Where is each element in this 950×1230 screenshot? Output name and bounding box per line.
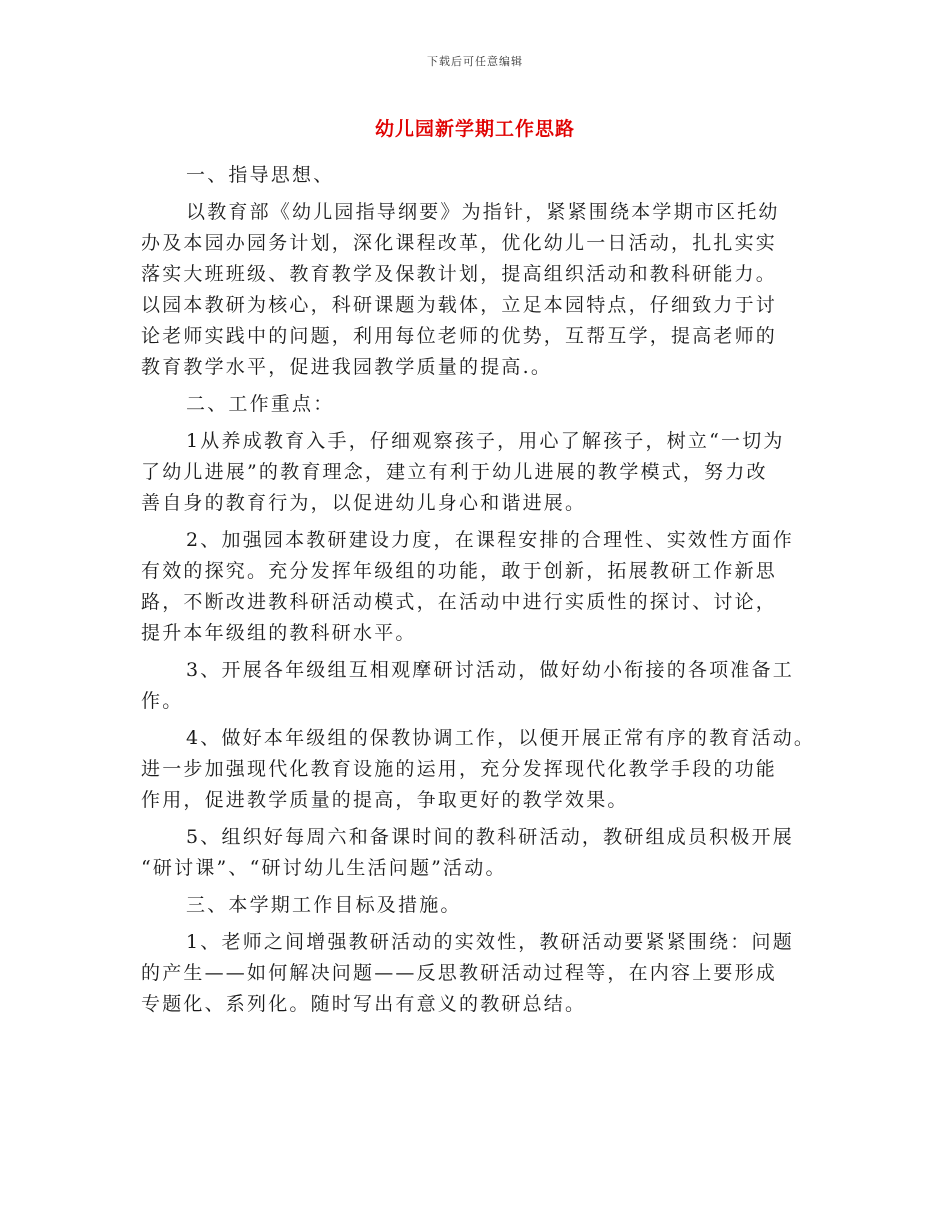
text-line: 进一步加强现代化教育设施的运用，充分发挥现代化教学手段的功能 [141, 758, 778, 780]
paragraph [141, 197, 831, 383]
text-line: 作用，促进教学质量的提高，争取更好的教学效果。 [141, 789, 629, 811]
text-line: 以教育部《幼儿园指导纲要》为指针，紧紧围绕本学期市区托幼 [186, 201, 780, 223]
paragraph [141, 655, 831, 717]
text-line: 3、开展各年级组互相观摩研讨活动，做好幼小衔接的各项准备工 [186, 659, 794, 681]
paragraph [141, 890, 831, 921]
paragraph [141, 723, 831, 816]
text-line: 5、组织好每周六和备课时间的教科研活动，教研组成员积极开展 [186, 826, 794, 848]
paragraph [141, 525, 831, 649]
text-line: 路，不断改进教科研活动模式，在活动中进行实质性的探讨、讨论， [141, 591, 778, 613]
text-line: 作。 [141, 690, 184, 712]
text-line: 专题化、系列化。随时写出有意义的教研总结。 [141, 993, 587, 1015]
document-title: 幼儿园新学期工作思路 [374, 118, 575, 140]
text-line: 2、加强园本教研建设力度，在课程安排的合理性、实效性方面作 [186, 529, 794, 551]
paragraph [141, 822, 831, 884]
text-line: 办及本园办园务计划，深化课程改革，优化幼儿一日活动，扎扎实实 [141, 232, 778, 254]
paragraph [141, 927, 831, 1020]
text-line: 1从养成教育入手，仔细观察孩子，用心了解孩子，树立“一切为 [186, 430, 785, 452]
text-line: 论老师实践中的问题，利用每位老师的优势，互帮互学，提高老师的 [141, 325, 778, 347]
text-line: 教育教学水平，促进我园教学质量的提高.。 [141, 356, 553, 378]
paragraph [141, 426, 831, 519]
text-line: 善自身的教育行为，以促进幼儿身心和谐进展。 [141, 492, 587, 514]
text-line: 一、指导思想、 [186, 164, 335, 186]
text-line: 了幼儿进展”的教育理念，建立有利于幼儿进展的教学模式，努力改 [141, 461, 768, 483]
text-line: 4、做好本年级组的保教协调工作，以便开展正常有序的教育活动。 [186, 727, 816, 749]
text-line: 落实大班班级、教育教学及保教计划，提高组织活动和教科研能力。 [141, 263, 778, 285]
header-note: 下载后可任意编辑 [427, 55, 523, 68]
paragraph [141, 389, 831, 420]
text-line: 三、本学期工作目标及措施。 [186, 894, 462, 916]
document-body [141, 160, 831, 1026]
text-line: 以园本教研为核心，科研课题为载体，立足本园特点，仔细致力于讨 [141, 294, 778, 316]
text-line: 的产生——如何解决问题——反思教研活动过程等，在内容上要形成 [141, 962, 778, 984]
text-line: “研讨课”、“研讨幼儿生活问题”活动。 [141, 857, 507, 879]
text-line: 二、工作重点： [186, 393, 335, 415]
text-line: 提升本年级组的教科研水平。 [141, 622, 417, 644]
text-line: 1、老师之间增强教研活动的实效性，教研活动要紧紧围绕：问题 [186, 931, 794, 953]
text-line: 有效的探究。充分发挥年级组的功能，敢于创新，拓展教研工作新思 [141, 560, 778, 582]
paragraph [141, 160, 831, 191]
